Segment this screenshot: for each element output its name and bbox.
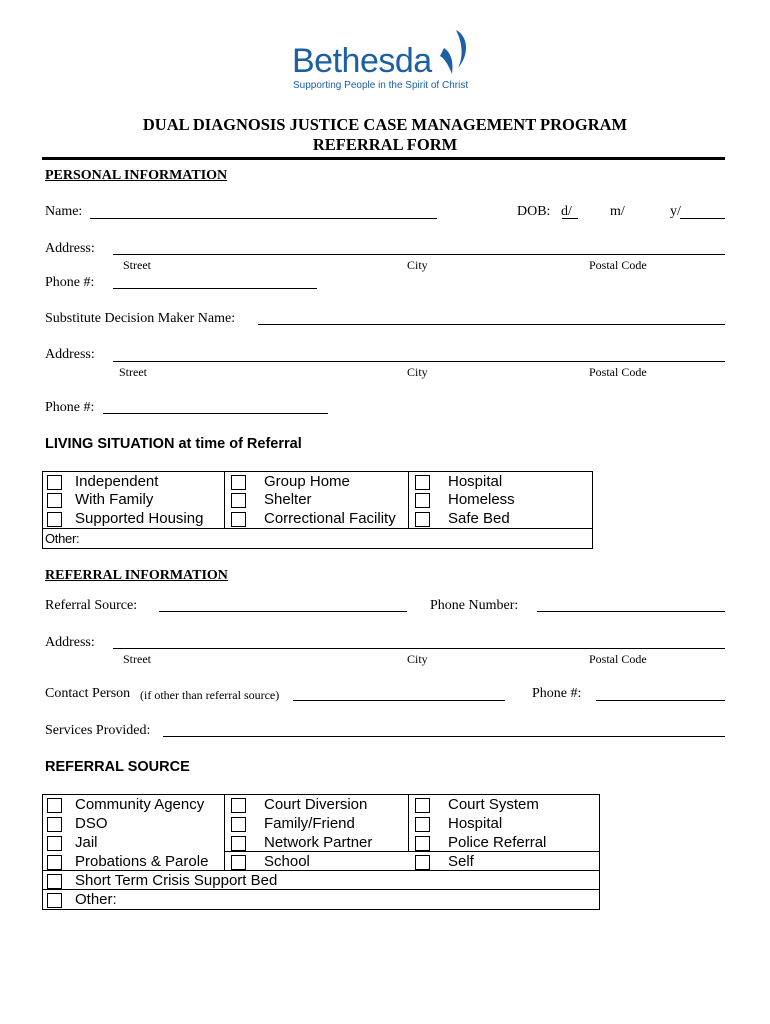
logo-tagline: Supporting People in the Spirit of Christ — [293, 80, 469, 91]
checkbox-supported-housing[interactable] — [47, 512, 62, 527]
checkbox-safe-bed[interactable] — [415, 512, 430, 527]
dob-label: DOB: — [517, 204, 551, 219]
sdm-phone-field[interactable] — [103, 413, 328, 414]
checkbox-court-diversion[interactable] — [231, 798, 246, 813]
living-divider-1 — [224, 471, 225, 528]
checkbox-probations-parole[interactable] — [47, 855, 62, 870]
option-homeless: Homeless — [448, 491, 515, 508]
checkbox-community-agency[interactable] — [47, 798, 62, 813]
phone-field[interactable] — [113, 288, 317, 289]
referral-phone-number-label: Phone Number: — [430, 598, 519, 613]
living-other-field[interactable] — [85, 530, 585, 545]
bethesda-swoosh-icon — [438, 28, 472, 78]
contact-person-field[interactable] — [293, 700, 505, 701]
checkbox-self[interactable] — [415, 855, 430, 870]
source-divider-h3 — [42, 889, 599, 890]
referral-phone-number-field[interactable] — [537, 611, 725, 612]
referral-source-field[interactable] — [159, 611, 407, 612]
option-with-family: With Family — [75, 491, 154, 508]
services-provided-field[interactable] — [163, 736, 725, 737]
option-crisis-bed: Short Term Crisis Support Bed — [75, 872, 278, 889]
checkbox-shelter[interactable] — [231, 493, 246, 508]
referral-street-caption: Street — [123, 652, 151, 666]
checkbox-network-partner[interactable] — [231, 836, 246, 851]
dob-year-field[interactable] — [680, 218, 725, 219]
contact-phone-field[interactable] — [596, 700, 725, 701]
street-caption: Street — [123, 258, 151, 272]
page-title-line1: DUAL DIAGNOSIS JUSTICE CASE MANAGEMENT PROGRAM — [142, 115, 628, 134]
source-divider-2 — [408, 794, 409, 851]
contact-person-note: (if other than referral source) — [140, 688, 280, 702]
checkbox-independent[interactable] — [47, 475, 62, 490]
option-supported-housing: Supported Housing — [75, 510, 204, 527]
page-title-line2: REFERRAL FORM — [312, 135, 458, 154]
referral-address-field[interactable] — [113, 648, 725, 649]
sdm-label: Substitute Decision Maker Name: — [45, 311, 236, 326]
dob-month-label: m/ — [610, 204, 625, 219]
name-field[interactable] — [90, 218, 437, 219]
option-probations-parole: Probations & Parole — [75, 853, 209, 870]
checkbox-crisis-bed[interactable] — [47, 874, 62, 889]
option-jail: Jail — [75, 834, 98, 851]
section-living-situation: LIVING SITUATION at time of Referral — [45, 436, 302, 452]
option-independent: Independent — [75, 473, 159, 490]
phone-label: Phone #: — [45, 275, 95, 290]
title-rule — [42, 157, 725, 160]
postal-caption: Postal Code — [589, 258, 647, 272]
checkbox-hospital[interactable] — [415, 475, 430, 490]
dob-day-label: d/ — [561, 204, 572, 219]
checkbox-source-hospital[interactable] — [415, 817, 430, 832]
contact-phone-label: Phone #: — [532, 686, 582, 701]
living-other-label: Other: — [45, 531, 80, 546]
source-divider-1 — [224, 794, 225, 870]
contact-person-label: Contact Person — [45, 686, 131, 701]
sdm-street-caption: Street — [119, 365, 147, 379]
option-safe-bed: Safe Bed — [448, 510, 510, 527]
section-referral-source: REFERRAL SOURCE — [45, 759, 190, 775]
checkbox-group-home[interactable] — [231, 475, 246, 490]
checkbox-jail[interactable] — [47, 836, 62, 851]
option-school: School — [264, 853, 310, 870]
logo — [290, 28, 480, 94]
option-network-partner: Network Partner — [264, 834, 373, 851]
dob-year-label: y/ — [670, 204, 681, 219]
option-family-friend: Family/Friend — [264, 815, 355, 832]
referral-city-caption: City — [407, 652, 428, 666]
referral-address-label: Address: — [45, 635, 95, 650]
checkbox-homeless[interactable] — [415, 493, 430, 508]
option-group-home: Group Home — [264, 473, 350, 490]
section-personal-information: PERSONAL INFORMATION — [45, 168, 228, 183]
option-hospital: Hospital — [448, 473, 503, 490]
checkbox-police-referral[interactable] — [415, 836, 430, 851]
name-label: Name: — [45, 204, 83, 219]
services-provided-label: Services Provided: — [45, 723, 151, 738]
dob-day-field[interactable] — [562, 218, 578, 219]
section-referral-information: REFERRAL INFORMATION — [45, 568, 228, 583]
option-source-other: Other: — [75, 891, 117, 908]
option-police-referral: Police Referral — [448, 834, 547, 851]
option-source-hospital: Hospital — [448, 815, 503, 832]
referral-postal-caption: Postal Code — [589, 652, 647, 666]
sdm-phone-label: Phone #: — [45, 400, 95, 415]
sdm-postal-caption: Postal Code — [589, 365, 647, 379]
option-community-agency: Community Agency — [75, 796, 205, 813]
source-divider-h2 — [42, 870, 599, 871]
checkbox-court-system[interactable] — [415, 798, 430, 813]
referral-source-label: Referral Source: — [45, 598, 138, 613]
checkbox-correctional-facility[interactable] — [231, 512, 246, 527]
option-court-diversion: Court Diversion — [264, 796, 368, 813]
city-caption: City — [407, 258, 428, 272]
sdm-address-field[interactable] — [113, 361, 725, 362]
option-self: Self — [448, 853, 474, 870]
source-divider-h1 — [224, 851, 599, 852]
sdm-address-label: Address: — [45, 347, 95, 362]
option-dso: DSO — [75, 815, 108, 832]
option-correctional-facility: Correctional Facility — [264, 510, 396, 527]
address-label: Address: — [45, 241, 95, 256]
sdm-city-caption: City — [407, 365, 428, 379]
sdm-field[interactable] — [258, 324, 725, 325]
logo-wordmark: Bethesda — [292, 42, 432, 80]
option-court-system: Court System — [448, 796, 539, 813]
checkbox-source-other[interactable] — [47, 893, 62, 908]
checkbox-dso[interactable] — [47, 817, 62, 832]
checkbox-family-friend[interactable] — [231, 817, 246, 832]
checkbox-school[interactable] — [231, 855, 246, 870]
checkbox-with-family[interactable] — [47, 493, 62, 508]
living-divider-h — [42, 528, 592, 529]
address-field[interactable] — [113, 254, 725, 255]
option-shelter: Shelter — [264, 491, 312, 508]
living-divider-2 — [408, 471, 409, 528]
